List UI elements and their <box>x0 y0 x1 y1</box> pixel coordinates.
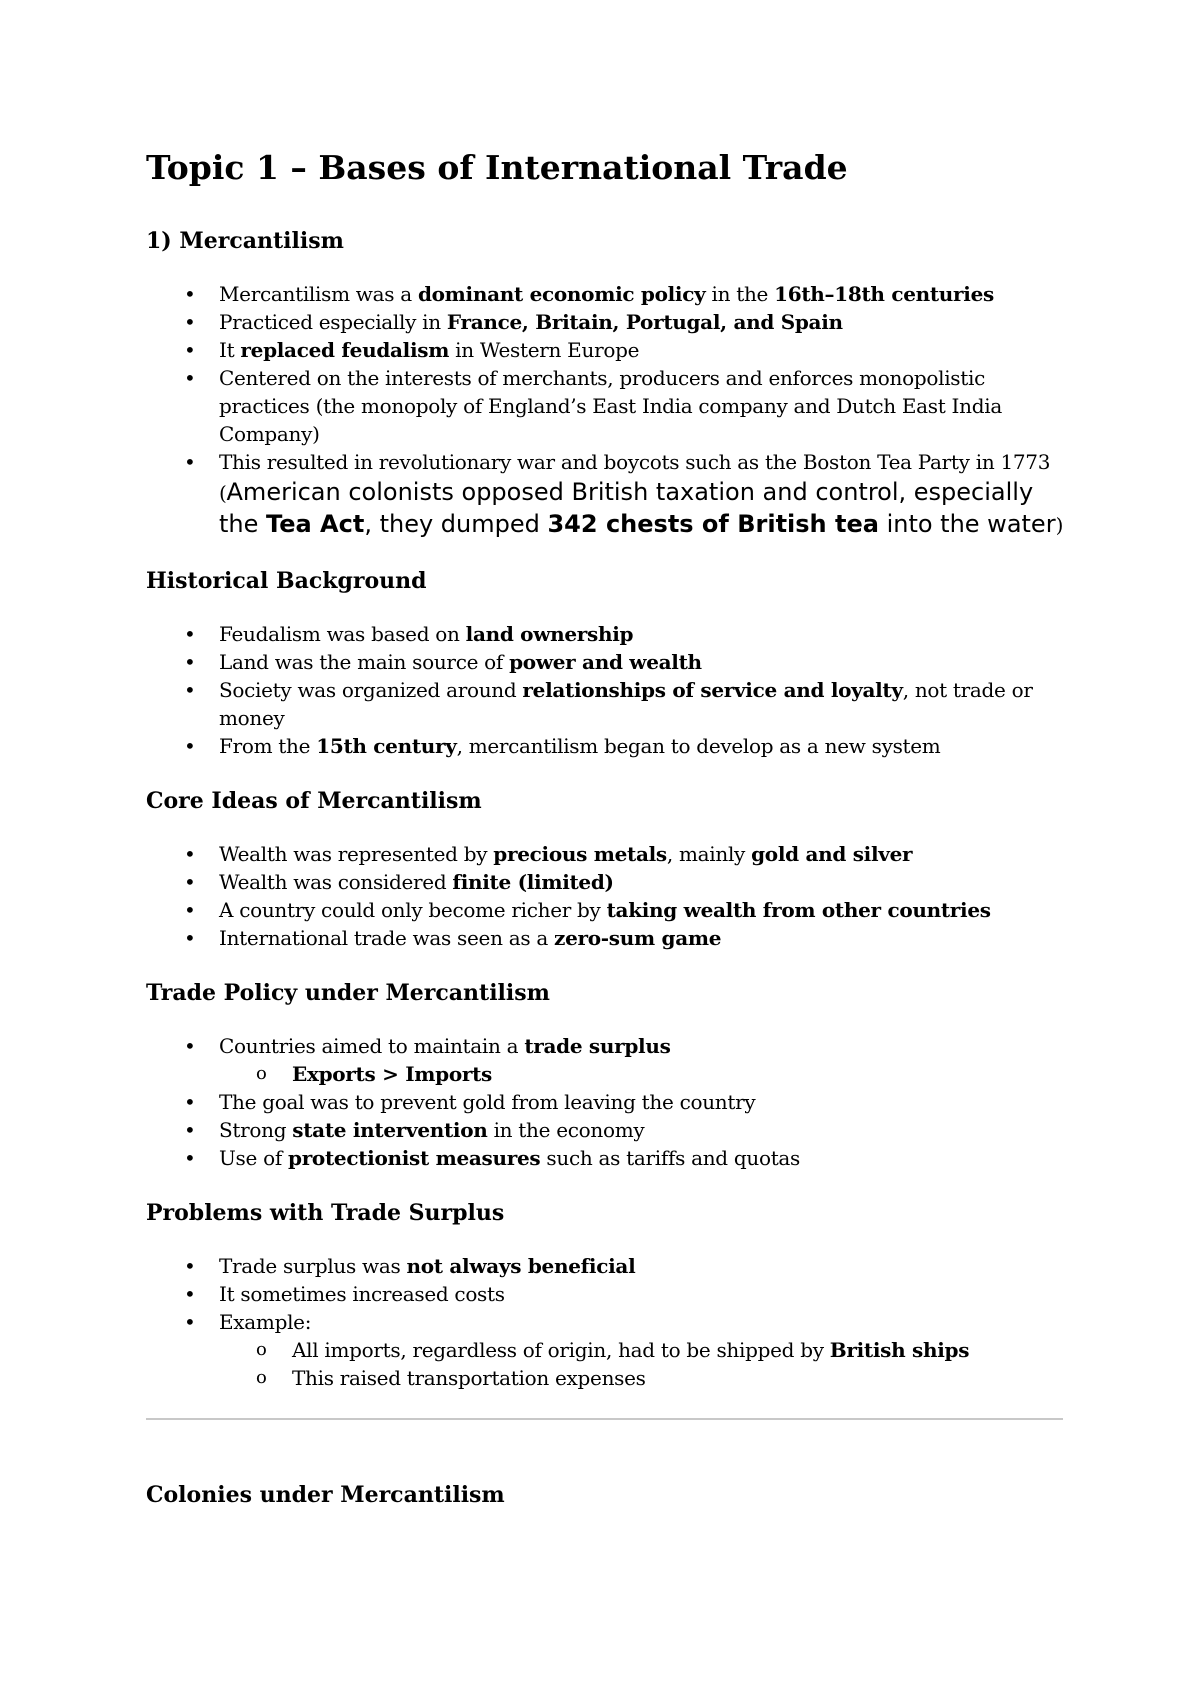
bullet-icon: • <box>184 1254 196 1278</box>
item-text: International trade was seen as a <box>219 926 555 950</box>
item-text: , not trade or money <box>219 678 1033 730</box>
bullet-icon: • <box>184 450 196 474</box>
bullet-icon: • <box>184 366 196 390</box>
horizontal-divider <box>146 1418 1063 1420</box>
sub-list-item <box>146 1364 1066 1392</box>
item-emphasis: Exports > Imports <box>292 1062 492 1086</box>
item-emphasis: replaced feudalism <box>240 338 450 362</box>
list-item <box>146 840 1066 868</box>
section-heading: Colonies under Mercantilism <box>146 1482 505 1508</box>
bullet-icon: • <box>184 310 196 334</box>
sub-bullet-list <box>146 1336 1066 1392</box>
bullet-list <box>146 840 1066 952</box>
list-item <box>146 336 1066 364</box>
bullet-icon: • <box>184 678 196 702</box>
list-item <box>146 1088 1066 1116</box>
item-emphasis: finite (limited) <box>452 870 614 894</box>
item-emphasis: protectionist measures <box>288 1146 541 1170</box>
item-text: Practiced especially in <box>219 310 447 334</box>
item-emphasis: France, Britain, Portugal, and Spain <box>446 310 843 334</box>
bullet-icon: • <box>184 1090 196 1114</box>
item-text: It sometimes increased costs <box>219 1282 505 1306</box>
list-item <box>146 448 1066 540</box>
item-text: Society was organized around <box>219 678 523 702</box>
item-text: , mercantilism began to develop as a new system <box>456 734 941 758</box>
item-emphasis: taking wealth from other countries <box>606 898 991 922</box>
item-emphasis: trade surplus <box>524 1034 671 1058</box>
item-text: The goal was to prevent gold from leaving the country <box>219 1090 756 1114</box>
item-text: Land was the main source of <box>219 650 510 674</box>
item-text: ) <box>1055 513 1064 537</box>
item-emphasis: land ownership <box>465 622 634 646</box>
item-text: in the <box>705 282 775 306</box>
item-text: A country could only become richer by <box>219 898 607 922</box>
list-item <box>146 1032 1066 1060</box>
list-item <box>146 896 1066 924</box>
bullet-icon: • <box>184 282 196 306</box>
bullet-list <box>146 620 1066 760</box>
section-mercantilism <box>146 226 1066 540</box>
item-text: This resulted in revolutionary war and boycots such as the Boston Tea Party in 1773 ( <box>219 450 1051 505</box>
bullet-icon: • <box>184 650 196 674</box>
section-core-ideas <box>146 786 1066 952</box>
bullet-icon: • <box>184 1146 196 1170</box>
bullet-icon: • <box>184 338 196 362</box>
list-item <box>146 1116 1066 1144</box>
list-item <box>146 280 1066 308</box>
bullet-icon: • <box>184 734 196 758</box>
section-heading: Core Ideas of Mercantilism <box>146 788 482 814</box>
item-emphasis: 15th century <box>316 734 457 758</box>
sub-bullet-icon: o <box>256 1339 267 1360</box>
bullet-icon: • <box>184 622 196 646</box>
item-text: Use of <box>219 1146 289 1170</box>
item-emphasis: precious metals <box>493 842 667 866</box>
item-emphasis: 16th–18th centuries <box>774 282 994 306</box>
sub-list-item <box>146 1060 1066 1088</box>
bullet-icon: • <box>184 1310 196 1334</box>
item-text: Mercantilism was a <box>219 282 418 306</box>
bullet-icon: • <box>184 1118 196 1142</box>
section-heading: Historical Background <box>146 568 427 594</box>
bullet-icon: • <box>184 1282 196 1306</box>
item-emphasis: state intervention <box>292 1118 488 1142</box>
bullet-icon: • <box>184 1034 196 1058</box>
item-text: into the water <box>878 510 1056 538</box>
list-item <box>146 308 1066 336</box>
item-text: Countries aimed to maintain a <box>219 1034 525 1058</box>
item-text: Wealth was represented by <box>219 842 494 866</box>
list-item <box>146 364 1066 448</box>
item-text: Wealth was considered <box>219 870 453 894</box>
bullet-list <box>146 1032 1066 1060</box>
bullet-icon: • <box>184 926 196 950</box>
section-problems-trade-surplus <box>146 1198 1066 1392</box>
item-text: , they dumped <box>364 510 548 538</box>
item-text: in Western Europe <box>449 338 640 362</box>
item-text: in the economy <box>487 1118 645 1142</box>
section-heading: 1) Mercantilism <box>146 228 344 254</box>
item-emphasis: relationships of service and loyalty <box>522 678 903 702</box>
bullet-list <box>146 1088 1066 1172</box>
list-item <box>146 1144 1066 1172</box>
item-emphasis: gold and silver <box>751 842 913 866</box>
bullet-icon: • <box>184 898 196 922</box>
item-text: Trade surplus was <box>219 1254 407 1278</box>
section-heading: Problems with Trade Surplus <box>146 1200 505 1226</box>
item-emphasis: British ships <box>829 1338 970 1362</box>
list-item <box>146 732 1066 760</box>
item-text: This raised transportation expenses <box>292 1366 646 1390</box>
item-emphasis: dominant economic policy <box>417 282 706 306</box>
bullet-list <box>146 280 1066 540</box>
section-heading: Trade Policy under Mercantilism <box>146 980 550 1006</box>
item-emphasis: power and wealth <box>509 650 702 674</box>
list-item <box>146 868 1066 896</box>
item-emphasis: 342 chests of British tea <box>547 510 879 538</box>
document-body <box>146 146 1066 1536</box>
item-text: such as tariffs and quotas <box>540 1146 801 1170</box>
list-item <box>146 1280 1066 1308</box>
list-item <box>146 648 1066 676</box>
item-text: From the <box>219 734 317 758</box>
section-historical-background <box>146 566 1066 760</box>
list-item <box>146 620 1066 648</box>
sub-list-item <box>146 1336 1066 1364</box>
bullet-icon: • <box>184 842 196 866</box>
item-text: All imports, regardless of origin, had to be shipped by <box>292 1338 830 1362</box>
item-text: American colonists opposed British taxation and control, especially the <box>219 478 1034 538</box>
section-trade-policy <box>146 978 1066 1172</box>
section-colonies <box>146 1480 1066 1510</box>
sub-bullet-icon: o <box>256 1367 267 1388</box>
item-text: Example: <box>219 1310 312 1334</box>
item-text: , mainly <box>666 842 752 866</box>
item-emphasis: Tea Act <box>266 510 365 538</box>
list-item <box>146 1308 1066 1336</box>
page-title: Topic 1 – Bases of International Trade <box>146 148 848 187</box>
item-emphasis: zero-sum game <box>554 926 722 950</box>
item-emphasis: not always beneficial <box>406 1254 636 1278</box>
list-item <box>146 924 1066 952</box>
bullet-list <box>146 1252 1066 1336</box>
item-text: Strong <box>219 1118 293 1142</box>
bullet-icon: • <box>184 870 196 894</box>
sub-bullet-list <box>146 1060 1066 1088</box>
item-text: Centered on the interests of merchants, producers and enforces monopolistic practices (the monopoly of England’s East India company and Dutch East India Company) <box>219 366 1002 446</box>
sub-bullet-icon: o <box>256 1063 267 1084</box>
item-text: It <box>219 338 241 362</box>
item-text: Feudalism was based on <box>219 622 466 646</box>
list-item <box>146 1252 1066 1280</box>
list-item <box>146 676 1066 732</box>
